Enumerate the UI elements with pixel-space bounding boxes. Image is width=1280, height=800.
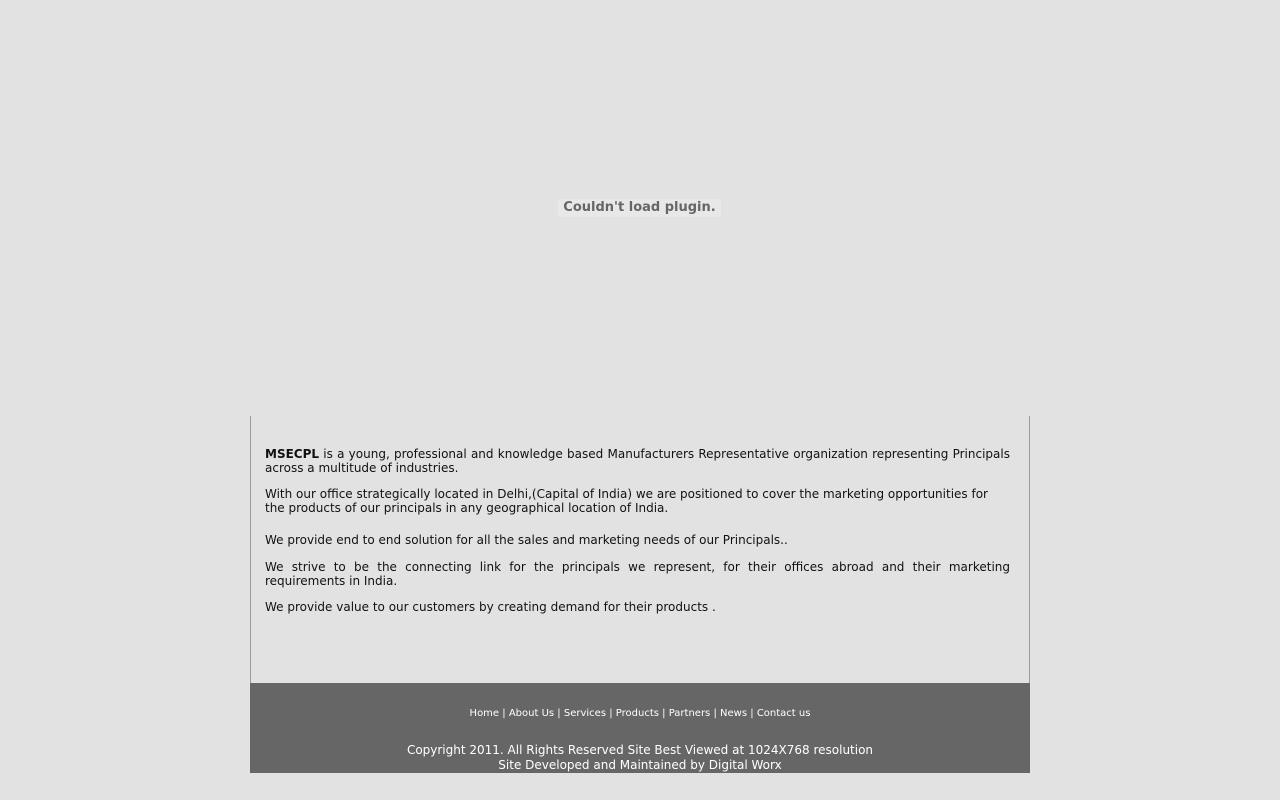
footer-link-news[interactable]: News [720,708,748,719]
copyright-text: Copyright 2011. All Rights Reserved Site Best Viewed at 1024X768 resolution [406,743,874,757]
nav-separator: | [750,708,754,719]
content-box [250,416,1030,683]
developer-credit: Site Developed and Maintained by Digital Worx [498,758,782,772]
nav-separator: | [609,708,613,719]
value-paragraph: We provide value to our customers by creating demand for their products . [265,600,716,614]
intro-text: is a young, professional and knowledge based Manufacturers Representative organization representing Principals across a multitude of industries. [265,447,1010,475]
footer-link-services[interactable]: Services [563,708,607,719]
nav-separator: | [502,708,506,719]
nav-separator: | [713,708,717,719]
footer-link-partners[interactable]: Partners [668,708,711,719]
connecting-link-paragraph: We strive to be the connecting link for the principals we represent, for their offices abroad and their marketing requirements in India. [265,560,1010,588]
office-paragraph: With our office strategically located in Delhi,(Capital of India) we are positioned to cover the marketing opportunities for the products of our principals in any geographical location of India. [265,487,988,515]
intro-paragraph [265,447,1010,475]
nav-separator: | [557,708,561,719]
company-name: MSECPL [265,447,320,461]
footer-link-contact[interactable]: Contact us [756,708,811,719]
footer [250,683,1030,773]
nav-separator: | [662,708,666,719]
plugin-error-message: Couldn't load plugin. [558,199,721,217]
footer-link-about[interactable]: About Us [508,708,555,719]
footer-link-products[interactable]: Products [615,708,659,719]
solution-paragraph: We provide end to end solution for all the sales and marketing needs of our Principals.. [265,533,788,547]
footer-nav [250,707,1030,721]
footer-link-home[interactable]: Home [469,708,500,719]
